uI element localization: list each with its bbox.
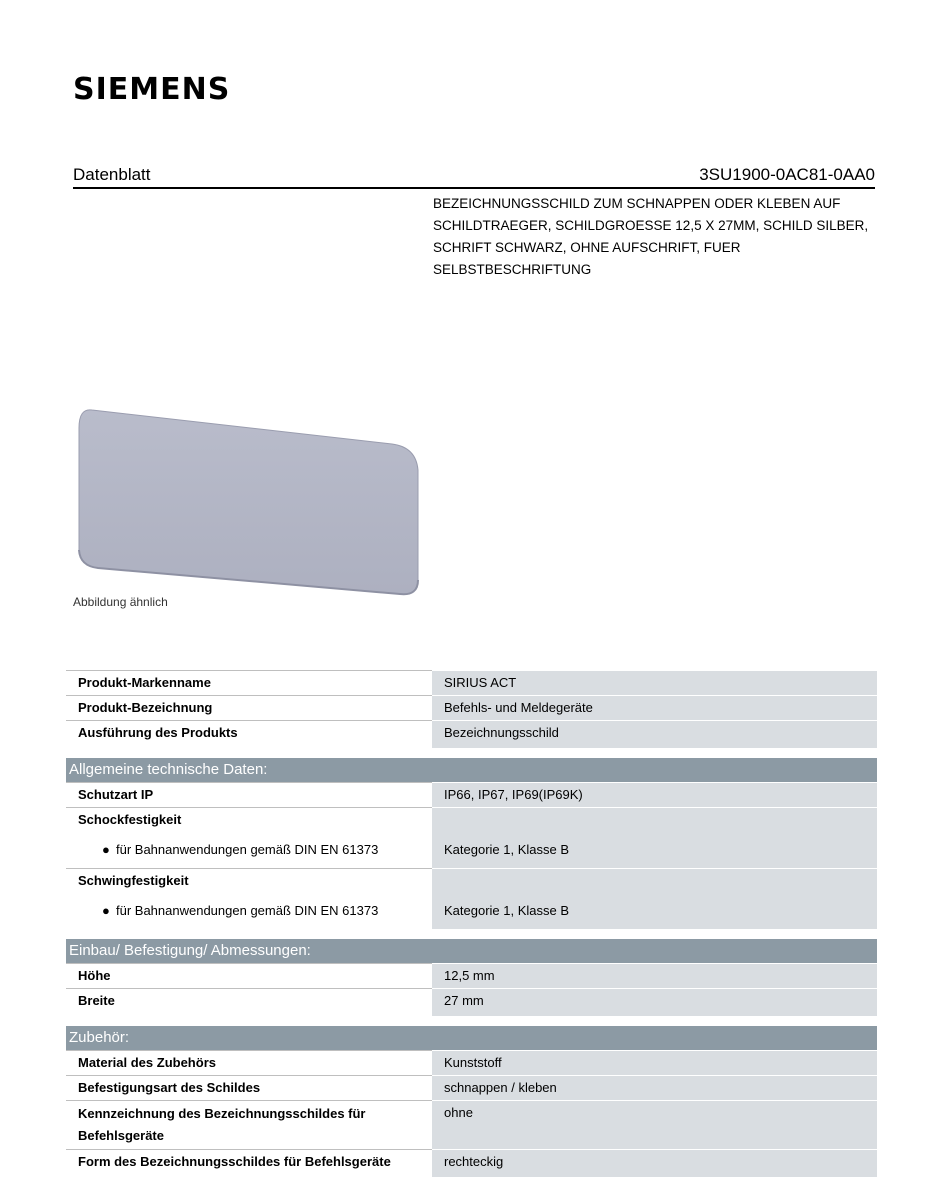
row-label <box>66 893 432 929</box>
label-plate-illustration <box>70 400 430 600</box>
general-info-table <box>66 670 877 1177</box>
table-row <box>66 720 877 748</box>
product-description: BEZEICHNUNGSSCHILD ZUM SCHNAPPEN ODER KLEBEN AUF SCHILDTRAEGER, SCHILDGROESSE 12,5 X 27MM, SCHILD SILBER, SCHRIFT SCHWARZ, OHNE AUFSCHRIFT, FUER SELBSTBESCHRIFTUNG <box>433 196 869 277</box>
row-value: Kunststoff <box>432 1050 877 1075</box>
row-value: 27 mm <box>432 988 877 1016</box>
row-value: Kategorie 1, Klasse B <box>432 893 877 929</box>
row-value: ohne <box>432 1100 877 1149</box>
row-label: Höhe <box>66 963 432 988</box>
row-label: Produkt-Bezeichnung <box>66 695 432 720</box>
row-label: Material des Zubehörs <box>66 1050 432 1075</box>
row-value: rechteckig <box>432 1149 877 1177</box>
datasheet-header <box>73 158 875 189</box>
row-value: 12,5 mm <box>432 963 877 988</box>
table-row <box>66 988 877 1016</box>
section-title: Zubehör: <box>66 1026 877 1050</box>
table-row <box>66 1100 877 1149</box>
row-label: Schwingfestigkeit <box>66 868 432 893</box>
table-row <box>66 782 877 807</box>
section-title: Allgemeine technische Daten: <box>66 758 877 782</box>
table-row <box>66 832 877 868</box>
row-label-text: für Bahnanwendungen gemäß DIN EN 61373 <box>116 903 379 918</box>
table-row <box>66 695 877 720</box>
table-row <box>66 1050 877 1075</box>
table-row <box>66 1149 877 1177</box>
row-value <box>432 807 877 832</box>
row-label: Produkt-Markenname <box>66 670 432 695</box>
table-row <box>66 670 877 695</box>
row-value: Bezeichnungsschild <box>432 720 877 748</box>
datasheet-title: Datenblatt <box>73 165 151 184</box>
bullet-icon: ● <box>102 842 110 857</box>
section-title: Einbau/ Befestigung/ Abmessungen: <box>66 939 877 963</box>
table-row <box>66 893 877 929</box>
siemens-logo: SIEMENS <box>73 72 231 107</box>
row-value: Befehls- und Meldegeräte <box>432 695 877 720</box>
table-row <box>66 1075 877 1100</box>
row-value <box>432 868 877 893</box>
row-label: Kennzeichnung des Bezeichnungsschildes für Befehlsgeräte <box>66 1100 432 1149</box>
row-value: IP66, IP67, IP69(IP69K) <box>432 782 877 807</box>
row-label <box>66 832 432 868</box>
row-label: Schockfestigkeit <box>66 807 432 832</box>
table-row <box>66 868 877 893</box>
row-label-text: für Bahnanwendungen gemäß DIN EN 61373 <box>116 842 379 857</box>
image-caption: Abbildung ähnlich <box>73 595 168 609</box>
table-row <box>66 963 877 988</box>
row-label: Befestigungsart des Schildes <box>66 1075 432 1100</box>
product-number: 3SU1900-0AC81-0AA0 <box>699 165 875 184</box>
row-value: Kategorie 1, Klasse B <box>432 832 877 868</box>
row-value: schnappen / kleben <box>432 1075 877 1100</box>
row-label: Form des Bezeichnungsschildes für Befehlsgeräte <box>66 1149 432 1177</box>
row-value: SIRIUS ACT <box>432 670 877 695</box>
table-row <box>66 807 877 832</box>
product-image <box>70 400 430 600</box>
row-label: Schutzart IP <box>66 782 432 807</box>
row-label: Ausführung des Produkts <box>66 720 432 748</box>
row-label: Breite <box>66 988 432 1016</box>
bullet-icon: ● <box>102 903 110 918</box>
